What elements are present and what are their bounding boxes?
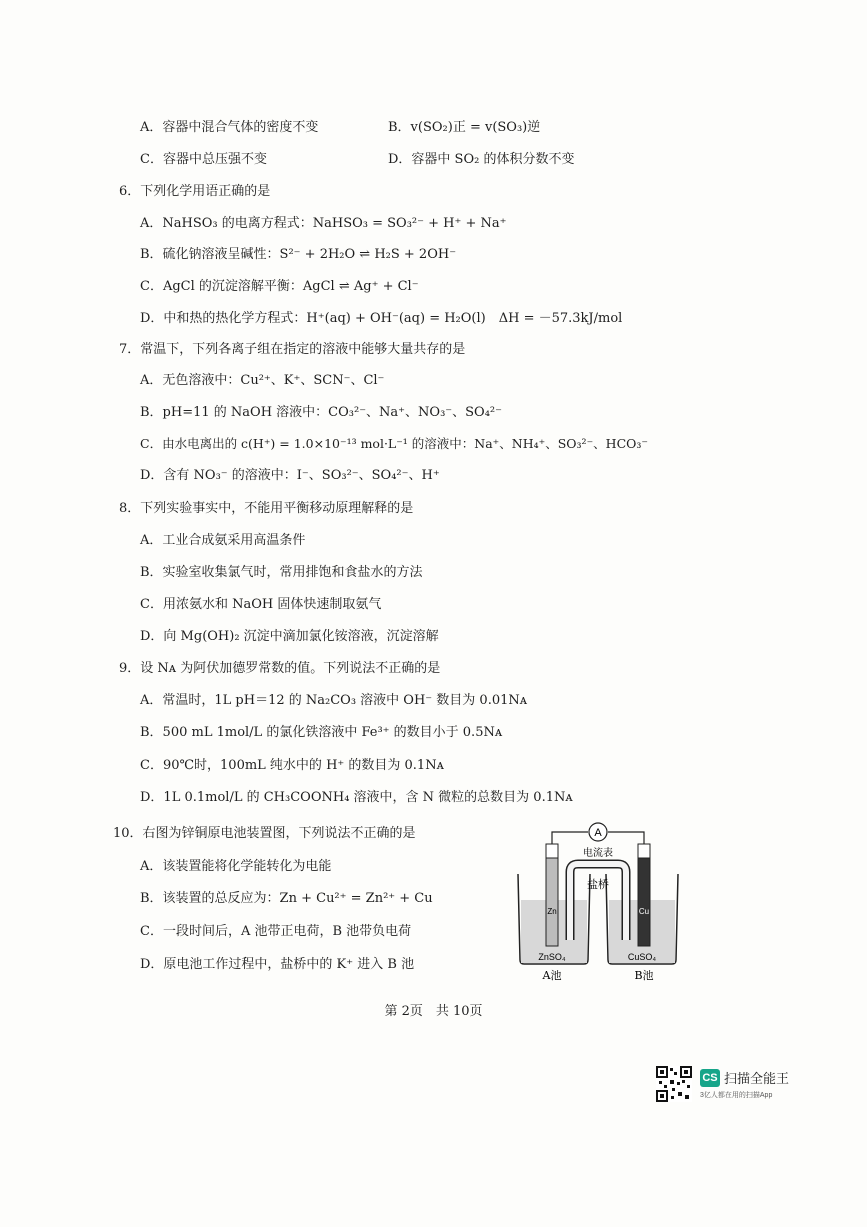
q10-option-a: A．该装置能将化学能转化为电能 [140, 859, 332, 874]
zinc-electrode [546, 858, 558, 946]
copper-electrode [638, 858, 650, 946]
copper-label: Cu [638, 907, 650, 916]
q5-option-b: B．v(SO₂)正 = v(SO₃)逆 [388, 120, 541, 135]
q7-option-c: C．由水电离出的 c(H⁺) = 1.0×10⁻¹³ mol·L⁻¹ 的溶液中：Na⁺、NH₄⁺、SO₃²⁻、HCO₃⁻ [140, 436, 648, 451]
ammeter-label: 电流表 [583, 848, 613, 859]
q9-option-c: C．90℃时，100mL 纯水中的 H⁺ 的数目为 0.1Nᴀ [140, 758, 444, 773]
left-clip [546, 844, 558, 858]
q9-option-a: A．常温时，1L pH＝12 的 Na₂CO₃ 溶液中 OH⁻ 数目为 0.01Nᴀ [140, 693, 528, 708]
q10-option-d: D．原电池工作过程中，盐桥中的 K⁺ 进入 B 池 [140, 957, 415, 972]
scanner-watermark [656, 1066, 806, 1106]
q8-option-d: D．向 Mg(OH)₂ 沉淀中滴加氯化铵溶液，沉淀溶解 [140, 629, 439, 644]
camscanner-tagline: 3亿人都在用的扫描App [700, 1092, 773, 1099]
q7-option-a: A．无色溶液中：Cu²⁺、K⁺、SCN⁻、Cl⁻ [140, 373, 385, 388]
cell-a-label: A池 [542, 969, 562, 982]
q6-option-b: B．硫化钠溶液呈碱性：S²⁻ + 2H₂O ⇌ H₂S + 2OH⁻ [140, 247, 457, 262]
page-footer: 第 2页 共 10页 [384, 1004, 483, 1019]
camscanner-logo-icon: CS [700, 1069, 720, 1087]
q9-stem: 9．设 Nᴀ 为阿伏加德罗常数的值。下列说法不正确的是 [119, 661, 441, 676]
qr-code-icon [656, 1066, 692, 1102]
znso4-label: ZnSO₄ [538, 952, 566, 962]
q7-option-d: D．含有 NO₃⁻ 的溶液中：I⁻、SO₃²⁻、SO₄²⁻、H⁺ [140, 468, 440, 483]
ammeter-symbol: A [594, 827, 602, 839]
salt-bridge-label: 盐桥 [587, 878, 609, 891]
q8-option-c: C．用浓氨水和 NaOH 固体快速制取氨气 [140, 597, 382, 612]
cell-b-label: B池 [634, 969, 654, 982]
q7-stem: 7．常温下，下列各离子组在指定的溶液中能够大量共存的是 [119, 342, 466, 357]
q10-option-c: C．一段时间后，A 池带正电荷，B 池带负电荷 [140, 924, 412, 939]
zinc-label: Zn [547, 907, 557, 916]
q8-option-b: B．实验室收集氯气时，常用排饱和食盐水的方法 [140, 565, 423, 580]
camscanner-name: 扫描全能王 [724, 1071, 790, 1086]
q6-stem: 6．下列化学用语正确的是 [119, 184, 271, 199]
q6-option-c: C．AgCl 的沉淀溶解平衡：AgCl ⇌ Ag⁺ + Cl⁻ [140, 279, 419, 294]
q9-option-d: D．1L 0.1mol/L 的 CH₃COONH₄ 溶液中，含 N 微粒的总数目为 0.1Nᴀ [140, 790, 573, 805]
q10-option-b: B．该装置的总反应为：Zn + Cu²⁺ = Zn²⁺ + Cu [140, 891, 433, 906]
q9-option-b: B．500 mL 1mol/L 的氯化铁溶液中 Fe³⁺ 的数目小于 0.5Nᴀ [140, 725, 503, 740]
right-clip [638, 844, 650, 858]
cuso4-label: CuSO₄ [627, 952, 657, 962]
q7-option-b: B．pH=11 的 NaOH 溶液中：CO₃²⁻、Na⁺、NO₃⁻、SO₄²⁻ [140, 405, 502, 420]
q8-option-a: A．工业合成氨采用高温条件 [140, 533, 306, 548]
q8-stem: 8．下列实验事实中，不能用平衡移动原理解释的是 [119, 501, 414, 516]
q5-option-a: A．容器中混合气体的密度不变 [140, 120, 319, 135]
q5-option-d: D．容器中 SO₂ 的体积分数不变 [388, 152, 575, 167]
q6-option-a: A．NaHSO₃ 的电离方程式：NaHSO₃ = SO₃²⁻ + H⁺ + Na⁺ [140, 216, 507, 231]
galvanic-cell-diagram [512, 822, 682, 987]
q6-option-d: D．中和热的热化学方程式：H⁺(aq) + OH⁻(aq) = H₂O(l) ΔH = －57.3kJ/mol [140, 311, 623, 326]
q10-stem: 10．右图为锌铜原电池装置图，下列说法不正确的是 [113, 826, 416, 841]
q5-option-c: C．容器中总压强不变 [140, 152, 267, 167]
